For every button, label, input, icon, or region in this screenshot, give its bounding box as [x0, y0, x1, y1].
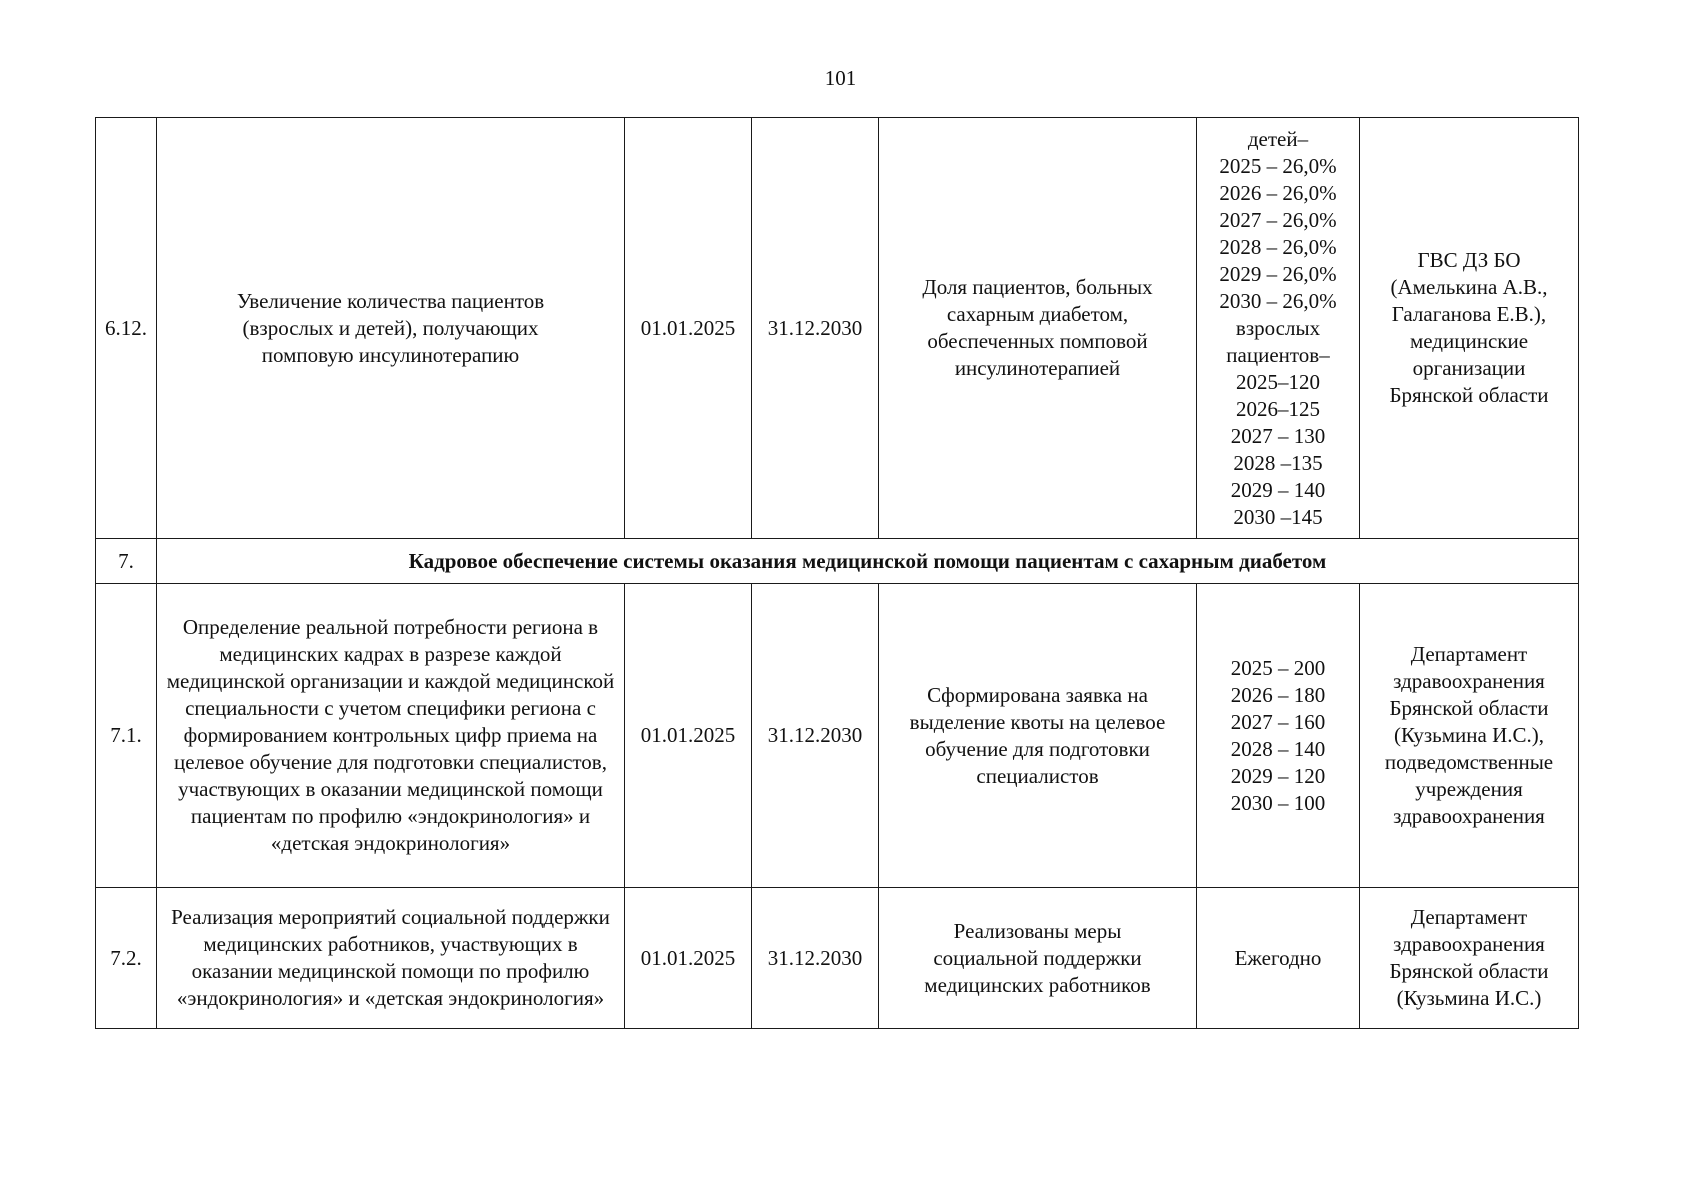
value-line: 2026 – 180: [1230, 682, 1326, 707]
table-row-6-12: [96, 118, 1579, 539]
plan-table: [95, 117, 1579, 1029]
responsible: Департамент здравоохранения Брянской области (Кузьмина И.С.): [1360, 888, 1579, 1029]
value-line: 2028 – 140: [1230, 736, 1326, 761]
target-values: [1197, 118, 1360, 539]
event-description: Определение реальной потребности региона в медицинских кадрах в разрезе каждой медицинской организации и каждой медицинской специальности с учетом специфики региона с формированием контрольных цифр приема на целевое обучение для подготовки специалистов, участвующих в оказании медицинской помощи пациентам по профилю «эндокринология» и «детская эндокринология»: [157, 584, 625, 888]
indicator: Реализованы меры социальной поддержки медицинских работников: [879, 888, 1197, 1029]
page-number: 101: [824, 66, 857, 90]
value-line: 2026 – 26,0%: [1219, 180, 1337, 205]
row-number: 7.1.: [96, 584, 157, 888]
value-line: 2029 – 120: [1230, 763, 1326, 788]
indicator: Доля пациентов, больных сахарным диабетом, обеспеченных помповой инсулинотерапией: [879, 118, 1197, 539]
value-line: 2027 – 160: [1230, 709, 1326, 734]
value-line: пациентов–: [1226, 342, 1330, 367]
value-line: 2027 – 26,0%: [1219, 207, 1337, 232]
value-line: 2028 – 26,0%: [1219, 234, 1337, 259]
target-value: Ежегодно: [1197, 888, 1360, 1029]
value-line: 2029 – 26,0%: [1219, 261, 1337, 286]
value-line: 2025–120: [1236, 369, 1320, 394]
responsible: Департамент здравоохранения Брянской области (Кузьмина И.С.), подведомственные учреждения здравоохранения: [1360, 584, 1579, 888]
row-number: 7.2.: [96, 888, 157, 1029]
section-number: 7.: [96, 539, 157, 584]
value-line: 2026–125: [1236, 396, 1320, 421]
value-line: 2030 – 100: [1230, 790, 1326, 815]
value-line: 2030 – 26,0%: [1219, 288, 1337, 313]
end-date: 31.12.2030: [752, 118, 879, 539]
start-date: 01.01.2025: [625, 118, 752, 539]
responsible: ГВС ДЗ БО (Амелькина А.В., Галаганова Е.В.), медицинские организации Брянской области: [1360, 118, 1579, 539]
event-description: Реализация мероприятий социальной поддержки медицинских работников, участвующих в оказании медицинской помощи по профилю «эндокринология» и «детская эндокринология»: [157, 888, 625, 1029]
value-line: 2027 – 130: [1230, 423, 1326, 448]
table-row-7-1: [96, 584, 1579, 888]
section-row-7: [96, 539, 1579, 584]
section-title: Кадровое обеспечение системы оказания медицинской помощи пациентам с сахарным диабетом: [157, 539, 1579, 584]
row-number: 6.12.: [96, 118, 157, 539]
value-line: 2025 – 200: [1230, 655, 1326, 680]
value-line: 2028 –135: [1233, 450, 1323, 475]
table-row-7-2: [96, 888, 1579, 1029]
start-date: 01.01.2025: [625, 888, 752, 1029]
start-date: 01.01.2025: [625, 584, 752, 888]
value-line: взрослых: [1235, 315, 1321, 340]
end-date: 31.12.2030: [752, 584, 879, 888]
event-description: Увеличение количества пациентов (взрослых и детей), получающих помповую инсулинотерапию: [157, 118, 625, 539]
value-line: детей–: [1247, 126, 1309, 151]
indicator: Сформирована заявка на выделение квоты на целевое обучение для подготовки специалистов: [879, 584, 1197, 888]
value-line: 2029 – 140: [1230, 477, 1326, 502]
value-line: 2025 – 26,0%: [1219, 153, 1337, 178]
target-values: [1197, 584, 1360, 888]
value-line: 2030 –145: [1233, 504, 1323, 529]
end-date: 31.12.2030: [752, 888, 879, 1029]
